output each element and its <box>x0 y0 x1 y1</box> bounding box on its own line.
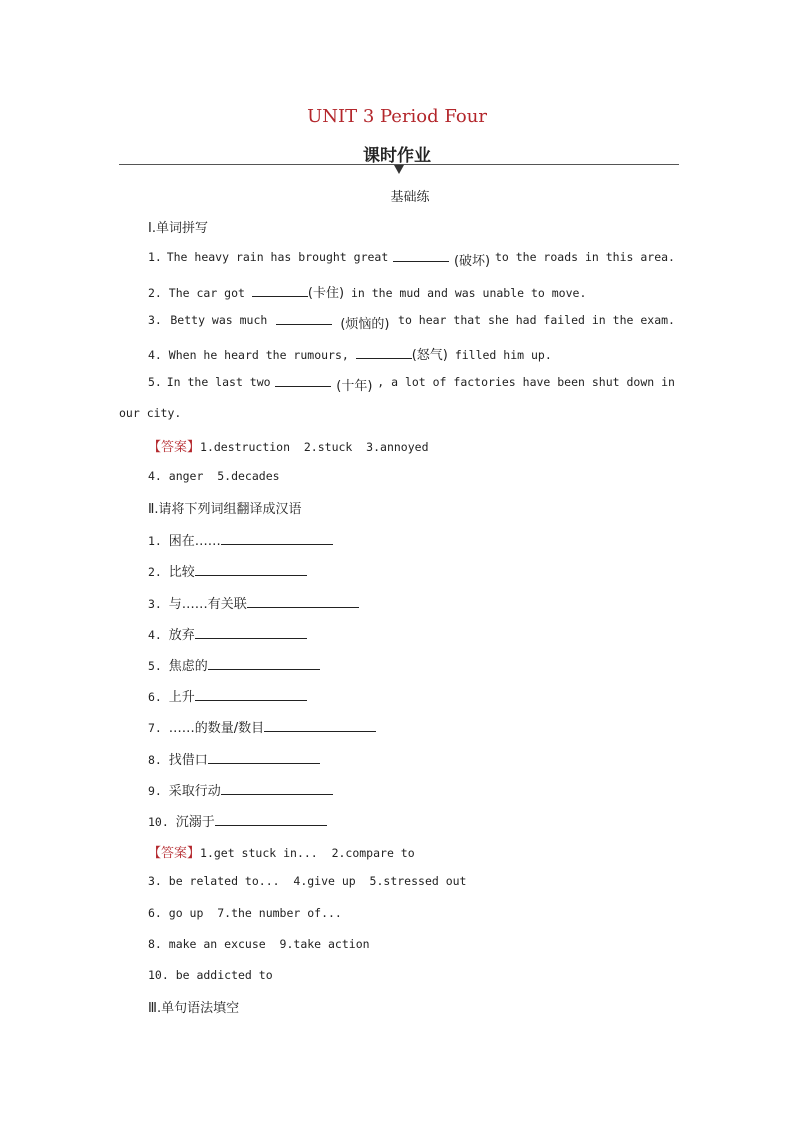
part2-answer-line-1 <box>148 842 415 861</box>
answer-blank[interactable] <box>215 813 327 826</box>
part2-item-3 <box>148 593 359 612</box>
part2-item-2 <box>148 561 307 580</box>
part2-item-5 <box>148 655 320 674</box>
part2-item-1 <box>148 530 333 549</box>
part2-answer-line-5: 10. be addicted to <box>148 968 273 982</box>
item-number: 9. <box>148 784 162 798</box>
part3-heading: Ⅲ.单句语法填空 <box>148 1001 240 1016</box>
q2-after: in the mud and was unable to move. <box>344 286 587 300</box>
q4-number: 4. <box>148 348 162 362</box>
q4-hint: (怒气) <box>411 348 448 363</box>
answer-tag: 【答案】 <box>148 440 201 455</box>
answer-blank[interactable] <box>208 751 320 764</box>
part2-item-9 <box>148 780 333 799</box>
item-number: 7. <box>148 721 162 735</box>
item-text: 放弃 <box>168 628 195 643</box>
part1-heading: Ⅰ.单词拼写 <box>148 221 208 236</box>
part2-answer-line-3: 6. go up 7.the number of... <box>148 906 342 920</box>
part1-answer-line-1 <box>148 436 429 455</box>
page-subtitle: 课时作业 <box>363 146 431 166</box>
q1-after: to the roads in this area. <box>494 250 675 264</box>
answer-blank[interactable] <box>208 657 320 670</box>
part1-answer-text-1: 1.destruction 2.stuck 3.annoyed <box>200 440 429 454</box>
q3-blank[interactable] <box>276 313 332 325</box>
page-title: UNIT 3 Period Four <box>307 106 487 127</box>
item-number: 6. <box>148 690 162 704</box>
item-text: 沉溺于 <box>175 815 215 830</box>
part2-answer-text-1: 1.get stuck in... 2.compare to <box>200 846 415 860</box>
part2-item-8 <box>148 749 320 768</box>
q4-before: When he heard the rumours, <box>168 348 356 362</box>
q5-continuation: our city. <box>119 406 182 420</box>
q2-hint: (卡住) <box>307 286 345 301</box>
item-number: 2. <box>148 565 162 579</box>
q3-number: 3. <box>148 313 162 327</box>
q1-number: 1. <box>148 250 162 264</box>
answer-blank[interactable] <box>195 626 307 639</box>
part2-item-7 <box>148 717 376 736</box>
answer-blank[interactable] <box>195 563 307 576</box>
answer-blank[interactable] <box>264 719 376 732</box>
item-text: 与……有关联 <box>168 597 247 612</box>
part1-question-3 <box>148 313 675 332</box>
part2-item-6 <box>148 686 307 705</box>
item-text: 焦虑的 <box>168 659 208 674</box>
part1-question-2 <box>148 282 586 301</box>
q3-hint: (烦恼的) <box>340 317 390 332</box>
section-title: 基础练 <box>390 190 430 205</box>
part2-heading: Ⅱ.请将下列词组翻译成汉语 <box>148 502 302 517</box>
part1-question-1 <box>148 250 675 269</box>
item-number: 5. <box>148 659 162 673</box>
answer-tag: 【答案】 <box>148 846 201 861</box>
q2-before: The car got <box>168 286 252 300</box>
item-number: 8. <box>148 753 162 767</box>
q1-before: The heavy rain has brought great <box>166 250 389 264</box>
item-text: 困在…… <box>168 534 221 549</box>
item-text: ……的数量/数目 <box>168 721 265 736</box>
q5-before: In the last two <box>166 375 271 389</box>
q5-after: , a lot of factories have been shut down in <box>377 375 675 389</box>
part2-item-10 <box>148 811 327 830</box>
q3-before: Betty was much <box>170 313 268 327</box>
part1-question-5 <box>148 375 675 394</box>
q5-number: 5. <box>148 375 162 389</box>
answer-blank[interactable] <box>247 595 359 608</box>
part1-question-4 <box>148 344 552 363</box>
triangle-down-icon <box>394 165 404 174</box>
q4-after: filled him up. <box>447 348 552 362</box>
item-number: 10. <box>148 815 169 829</box>
answer-blank[interactable] <box>195 688 307 701</box>
item-text: 比较 <box>168 565 195 580</box>
answer-blank[interactable] <box>221 532 333 545</box>
part2-item-4 <box>148 624 307 643</box>
q5-blank[interactable] <box>275 375 331 387</box>
q1-blank[interactable] <box>393 250 449 262</box>
item-number: 4. <box>148 628 162 642</box>
q2-blank[interactable] <box>252 285 308 297</box>
item-number: 1. <box>148 534 162 548</box>
q5-hint: (十年) <box>336 379 373 394</box>
part1-answer-line-2: 4. anger 5.decades <box>148 469 280 483</box>
q4-blank[interactable] <box>356 347 412 359</box>
q1-hint: (破坏) <box>453 254 491 269</box>
q3-after: to hear that she had failed in the exam. <box>398 313 675 327</box>
part2-answer-line-4: 8. make an excuse 9.take action <box>148 937 370 951</box>
q2-number: 2. <box>148 286 162 300</box>
item-text: 找借口 <box>168 753 208 768</box>
item-text: 采取行动 <box>168 784 221 799</box>
item-number: 3. <box>148 597 162 611</box>
part2-answer-line-2: 3. be related to... 4.give up 5.stressed out <box>148 874 467 888</box>
item-text: 上升 <box>168 690 195 705</box>
answer-blank[interactable] <box>221 782 333 795</box>
